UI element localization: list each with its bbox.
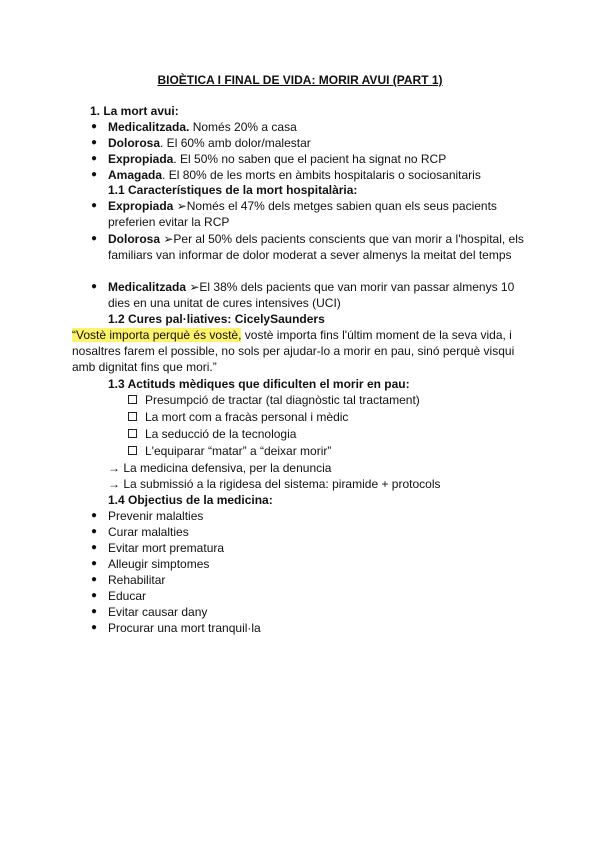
list-item: Curar malalties — [108, 525, 189, 539]
section-1-2-heading: 1.2 Cures pal·liatives: CicelySaunders — [108, 312, 325, 326]
item-text: ➢El 38% dels pacients que van morir van passar almenys 10 dies en una unitat de cures intensives (UCI) — [108, 280, 515, 310]
item-text: Només 20% a casa — [189, 120, 297, 134]
item-label: Medicalitzada — [108, 280, 187, 294]
quote-highlight: “Vostè importa perquè és vostè, — [72, 328, 242, 342]
checklist-item: L'equiparar “matar” a “deixar morir” — [145, 444, 332, 458]
section-1-4-heading: 1.4 Objectius de la medicina: — [108, 493, 273, 507]
item-label: Expropiada — [108, 152, 174, 166]
list-item: Alleugir simptomes — [108, 557, 210, 571]
list-item — [108, 279, 528, 311]
checkbox-icon — [128, 395, 137, 404]
list-item: Prevenir malalties — [108, 509, 204, 523]
saunders-quote — [72, 327, 534, 375]
checkbox-icon — [128, 412, 137, 421]
list-item — [108, 119, 297, 135]
item-label: Expropiada — [108, 199, 174, 213]
bullet-icon: ● — [91, 233, 98, 244]
list-item: Rehabilitar — [108, 573, 166, 587]
list-item — [108, 198, 528, 230]
bullet-icon: ● — [91, 574, 98, 585]
checkbox-icon — [128, 429, 137, 438]
item-text: ➢Només el 47% dels metges sabien quan els seus pacients preferien evitar la RCP — [108, 199, 497, 229]
bullet-icon: ● — [91, 526, 98, 537]
list-item — [108, 151, 446, 167]
quote-rest: vostè importa fins l'últim moment de la seva vida, i nosaltres farem el possible, no sols per ajudar-lo a morir en pau, sinó perquè visqui amb dignitat fins que mori.” — [72, 328, 515, 374]
list-item: Educar — [108, 589, 147, 603]
checklist-item: La mort com a fracàs personal i mèdic — [145, 410, 349, 424]
bullet-icon: ● — [91, 137, 98, 148]
bullet-icon: ● — [91, 622, 98, 633]
item-text: ➢Per al 50% dels pacients conscients que van morir a l'hospital, els familiars van informar de dolor moderat a sever almenys la meitat del temps — [108, 232, 524, 262]
item-label: Dolorosa — [108, 136, 161, 150]
bullet-icon: ● — [91, 558, 98, 569]
document-title: BIOÈTICA I FINAL DE VIDA: MORIR AVUI (PART 1) — [157, 73, 443, 87]
item-text: . El 60% amb dolor/malestar — [160, 136, 311, 150]
item-label: Dolorosa — [108, 232, 161, 246]
checkbox-icon — [128, 446, 137, 455]
list-item — [108, 135, 311, 151]
section-1-heading: 1. La mort avui: — [90, 104, 179, 118]
checklist-item: La seducció de la tecnologia — [145, 427, 297, 441]
checklist-item: Presumpció de tractar (tal diagnòstic tal tractament) — [145, 393, 420, 407]
bullet-icon: ● — [91, 281, 98, 292]
bullet-icon: ● — [91, 169, 98, 180]
list-item: Evitar causar dany — [108, 605, 208, 619]
item-label: Amagada — [108, 168, 163, 182]
bullet-icon: ● — [91, 200, 98, 211]
section-1-3-heading: 1.3 Actituds mèdiques que dificulten el morir en pau: — [108, 377, 410, 391]
list-item — [108, 231, 528, 263]
arrow-item: → La medicina defensiva, per la denuncia — [108, 461, 332, 475]
bullet-icon: ● — [91, 121, 98, 132]
section-1-1-heading: 1.1 Característiques de la mort hospitalària: — [108, 183, 358, 197]
bullet-icon: ● — [91, 590, 98, 601]
bullet-icon: ● — [91, 606, 98, 617]
arrow-item: → La submissió a la rigidesa del sistema: piramide + protocols — [108, 477, 441, 491]
bullet-icon: ● — [91, 153, 98, 164]
item-text: . El 80% de les morts en àmbits hospitalaris o sociosanitaris — [162, 168, 481, 182]
list-item: Procurar una mort tranquil·la — [108, 621, 261, 635]
list-item: Evitar mort prematura — [108, 541, 225, 555]
bullet-icon: ● — [91, 542, 98, 553]
item-text: . El 50% no saben que el pacient ha signat no RCP — [173, 152, 447, 166]
item-label: Medicalitzada. — [108, 120, 190, 134]
bullet-icon: ● — [91, 510, 98, 521]
list-item — [108, 167, 481, 183]
